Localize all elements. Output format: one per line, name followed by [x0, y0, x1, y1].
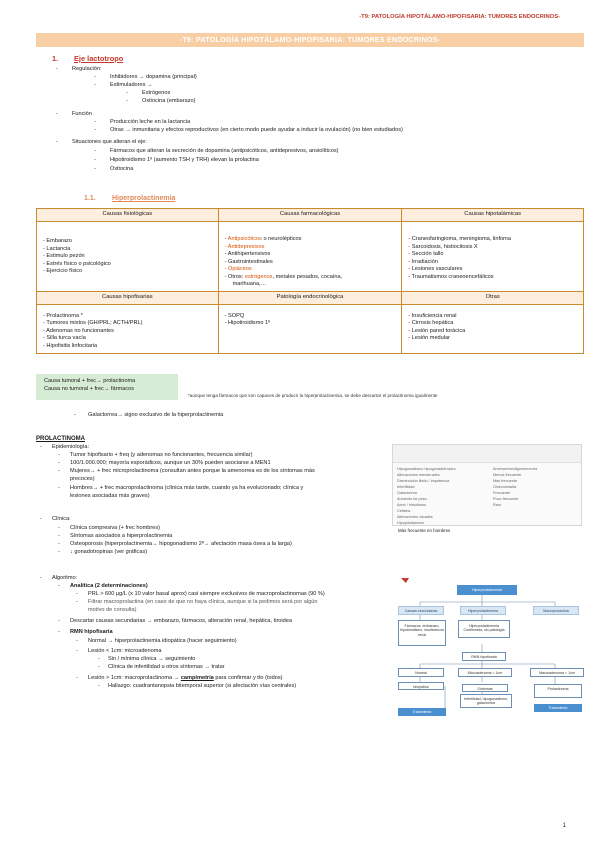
dash: -	[40, 444, 42, 450]
dash: -	[40, 516, 42, 522]
algoritmo-text: para confirmar y tto (todos)	[213, 675, 283, 681]
list-item: - SOPQ	[225, 313, 398, 321]
section-heading: Eje lactotropo	[74, 54, 124, 63]
dash: -	[58, 583, 60, 589]
list-item-continuation: marihuana,…	[232, 281, 267, 288]
dash: -	[58, 549, 60, 555]
algoritmo-detail: Clínica de infertilidad u otros síntomas → tratar	[108, 664, 225, 670]
algoritmo-detail: Sin / mínima clínica → seguimiento	[108, 656, 196, 662]
list-item: - Sarcoidosis, histiocitosis X	[408, 244, 579, 252]
dash: -	[98, 683, 100, 689]
list-item: - Opiáceos	[225, 266, 398, 274]
table-cell-fisiologicas	[37, 222, 219, 292]
thumb-cell: Infertilidad	[397, 485, 415, 489]
dash: -	[58, 533, 60, 539]
dash: -	[58, 618, 60, 624]
flowchart-node: Microadenoma < 1cm	[458, 668, 512, 677]
thumb-cell: Alteraciones menstruales	[397, 473, 440, 477]
epi-item-continuation: precoces)	[70, 476, 95, 482]
dash: -	[58, 452, 60, 458]
epi-item: Hombres→ + frec macroprolactinoma (clínica más tarde, cuando ya ha evolucionado; clínica y	[70, 485, 304, 491]
flowchart-node: Hiperprolactinemia	[457, 585, 517, 595]
situacion-item: Hipotiroidismo 1º (aumento TSH y TRH) elevan la prolactina	[110, 157, 259, 163]
summary-line: Causa tumoral + frec→ prolactinoma	[44, 378, 136, 384]
clinica-item: Síntomas asociados a hiperprolactinemia	[70, 533, 173, 539]
list-item: - Antihipertensivos	[225, 251, 398, 259]
list-item: - Ejercicio físico	[43, 268, 214, 276]
table-cell-hipotalamicas	[402, 222, 584, 292]
thumb-cell: Más frecuente	[493, 479, 518, 483]
thumb-cell: Disminución libido / impotencia	[397, 479, 450, 483]
dash: -	[98, 664, 100, 670]
dash: -	[94, 74, 96, 80]
running-head: -T9: PATOLOGÍA HIPOTÁLAMO-HIPOFISARIA: TUMORES ENDOCRINOS-	[359, 14, 560, 20]
list-item: - Prolactinoma *	[43, 313, 214, 321]
thumb-cell: Amenorrea/oligomenorrea	[493, 467, 538, 471]
list-item: - Hipotiroidismo 1º	[225, 320, 398, 328]
dash: -	[58, 485, 60, 491]
flowchart-node: Fármacos, embarazo, hipotiroidismo, insuficiencia renal	[398, 620, 446, 646]
dash: -	[58, 541, 60, 547]
thumb-cell: Cefalea	[397, 509, 411, 513]
flowchart-node: Normal	[398, 668, 444, 677]
footnote: *aunque tenga fármacos que son capaces de producir la hiperprolactinemia, se debe descartar el prolactinoma igualmente	[188, 393, 438, 398]
epi-item-continuation: lesiones asociadas más graves)	[70, 493, 150, 499]
situaciones-label: Situaciones que alteran el eje:	[72, 139, 147, 145]
campimetria-text: campimetría	[180, 675, 214, 681]
summary-box	[36, 374, 178, 400]
list-item: - Hipofisitis linfocitaria	[43, 343, 214, 351]
causes-table	[36, 208, 584, 354]
list-item: - Antidepresivos	[225, 244, 398, 252]
table-header: Causas hipotalámicas	[402, 209, 584, 222]
flowchart-node: RMN hipofisaria	[462, 652, 506, 661]
epidemiologia-label: Epidemiología:	[52, 444, 90, 450]
algoritmo-substep-continuation: motivo de consulta)	[88, 607, 137, 613]
list-item-text: Otros:	[228, 273, 245, 280]
thumb-cell: Hipogonadismo hipogonadotrópico	[397, 467, 456, 471]
dash: -	[58, 468, 60, 474]
flowchart-node: Prolactinoma	[534, 684, 582, 698]
flowchart-node: Macroprolactina	[533, 606, 579, 615]
algoritmo-substep: PRL > 600 µg/L (x 10 valor basal aprox) casi siempre exclusivos de macroprolactinomas (90 %)	[88, 591, 325, 597]
flowchart-node: Tratamiento	[398, 708, 446, 716]
dash: -	[76, 591, 78, 597]
flowchart-node: Tratamiento	[534, 704, 582, 712]
dash: -	[56, 66, 58, 72]
list-item: - Lesión pared torácica	[408, 328, 579, 336]
regulacion-label: Regulación:	[72, 66, 102, 72]
dash: -	[76, 648, 78, 654]
algoritmo-detail: Hallazgo: cuadrantanopsia bitemporal superior (si afectación vías centrales)	[108, 683, 297, 689]
dash: -	[94, 119, 96, 125]
algoritmo-substep	[88, 675, 283, 683]
epi-item: Tumor hipofisario + freq (y adenomas no funcionantes, frecuencia similar)	[70, 452, 253, 458]
thumb-cell: Raro	[493, 503, 502, 507]
list-item: - Embarazo	[43, 238, 214, 246]
flowchart-node: Macroadenoma > 1cm	[530, 668, 584, 677]
clinica-item: Osteoporosis (hiperprolactinemia→ hipogonadismo 2º→ afectación masa ósea a la larga)	[70, 541, 292, 547]
situacion-item: Oxitocina	[110, 166, 134, 172]
dash: -	[126, 90, 128, 96]
list-item: - Estrés físico o psicológico	[43, 261, 214, 269]
thumb-cell: Alteraciones visuales	[397, 515, 433, 519]
list-item: - Lesiones vasculares	[408, 266, 579, 274]
flowchart-node: Hiperprolactinemia	[460, 606, 506, 615]
funcion-item: Producción leche en la lactancia	[110, 119, 191, 125]
embedded-table-image	[392, 444, 582, 526]
flowchart-node: Hiperprolactinemia Confirmada, sin patología	[458, 620, 510, 638]
prolactinoma-heading: PROLACTINOMA	[36, 436, 85, 442]
algoritmo-step: Descartar causas secundarias → embarazo, fármacos, alteración renal, hepática, tiroidea	[70, 618, 292, 624]
table-cell-hipofisarias	[37, 304, 219, 353]
estimuladores: Estimuladores →	[110, 82, 153, 88]
funcion-item: Otras → inmunitaria y efectos reproductivos (en cierto modo puede ayudar a inducir la ovulación) (no bien estudiados)	[110, 127, 403, 133]
page-number: 1	[562, 822, 566, 829]
thumb-cell: Menos frecuente	[493, 473, 522, 477]
list-item: - Tumores mixtos (GH/PRL; ACTH/PRL)	[43, 320, 214, 328]
algoritmo-substep: Filtrar macroprolactina (en caso de que no haya clínica, aunque si la pedimos será por algún	[88, 599, 318, 605]
thumb-cell: Galactorrea	[397, 491, 417, 495]
clinica-item: Clínica compresiva (+ frec hombres)	[70, 525, 160, 531]
list-item: - Irradiación	[408, 259, 579, 267]
table-header: Patología endocrinológica	[218, 291, 402, 304]
title-banner	[36, 33, 584, 47]
dash: -	[76, 675, 78, 681]
algoritmo-step: Analítica (2 determinaciones)	[70, 583, 148, 589]
situacion-item: Fármacos que alteran la secreción de dopamina (antipsicóticos, antidepresivos, ansiolíticos)	[110, 148, 339, 154]
dash: -	[126, 98, 128, 104]
table-header: Causas hipofisarias	[37, 291, 219, 304]
list-item-text: , metales pesados, cocaína,	[272, 273, 343, 280]
dash: -	[98, 656, 100, 662]
section-number: 1.	[52, 54, 59, 63]
dash: -	[58, 629, 60, 635]
list-item: - Gastrointestinales	[225, 259, 398, 267]
algoritmo-label: Algoritmo:	[52, 575, 78, 581]
table-cell-endocrinologica	[218, 304, 402, 353]
estrogenos: Estrógenos	[142, 90, 171, 96]
thumb-caption: Más frecuente en hombres	[398, 528, 451, 533]
oxitocina-embarazo: Oxitocina (embarazo)	[142, 98, 196, 104]
table-header: Otras	[402, 291, 584, 304]
dash: -	[40, 575, 42, 581]
page-title: -T9: PATOLOGÍA HIPOTÁLAMO-HIPOFISARIA: TUMORES ENDOCRINOS-	[179, 35, 441, 44]
list-item: - Craneofaringioma, meningioma, linfoma	[408, 236, 579, 244]
subsection-number: 1.1.	[84, 195, 96, 202]
list-item: - Lactancia	[43, 246, 214, 254]
funcion-label: Función	[72, 111, 92, 117]
thumb-cell: Ginecomastia	[493, 485, 517, 489]
clinica-item: ↓ gonadotropinas (ver gráficas)	[70, 549, 148, 555]
list-item: - Traumatismos craneoencefálicos	[408, 274, 579, 282]
dash: -	[94, 127, 96, 133]
summary-line: Causa no tumoral + frec→ fármacos	[44, 385, 135, 392]
list-item: - Sección tallo	[408, 251, 579, 259]
embedded-table-header	[393, 445, 581, 463]
dash: -	[94, 157, 96, 163]
flowchart-node: Idiopática	[398, 682, 444, 690]
list-item: - Silla turca vacía	[43, 335, 214, 343]
highlight-text: Antipsicóticos	[227, 236, 262, 242]
thumb-cell: Aumento de peso	[397, 497, 427, 501]
dash: -	[76, 599, 78, 605]
thumb-cell: Poco frecuente	[493, 497, 519, 501]
dash: -	[56, 111, 58, 117]
highlight-text: estrógenos	[244, 273, 273, 280]
dash: -	[76, 638, 78, 644]
algoritmo-text: Lesión > 1cm: macroprolactinoma →	[88, 675, 180, 681]
table-cell-farmacologicas	[218, 222, 402, 292]
table-header: Causas farmacológicas	[218, 209, 402, 222]
list-item	[225, 274, 398, 282]
thumb-cell: Acné / hirsutismo	[397, 503, 427, 507]
flowchart-node: Causas secundarias	[398, 606, 444, 615]
clinica-label: Clínica:	[52, 516, 71, 522]
epi-item: 100/1.000.000; mayoría esporádicos, aunque un 30% pueden asociarse a MEN1	[70, 460, 271, 466]
subsection-heading: Hiperprolactinemia	[112, 195, 176, 202]
list-item: - Estimulo pezón	[43, 253, 214, 261]
algoritmo-substep: Lesión < 1cm: microadenoma	[88, 648, 162, 654]
list-item: - Lesión medular	[408, 335, 579, 343]
dash: -	[58, 525, 60, 531]
flowchart-node: Infertilidad, hipogonadismo, galactorrea	[460, 694, 512, 708]
inhibidores: Inhibidores → dopamina (principal)	[110, 74, 197, 80]
list-item-text: o neurolépticos	[261, 236, 302, 242]
galactorrea-note: Galactorrea→ signo exclusivo de la hiperprolactinemia	[88, 412, 224, 418]
epi-item: Mujeres→ + frec microprolactinoma (consultan antes porque la amenorrea es de los síntomas más	[70, 468, 315, 474]
dash: -	[94, 82, 96, 88]
dash: -	[94, 166, 96, 172]
list-item: - Insuficiencia renal	[408, 313, 579, 321]
dash: -	[58, 460, 60, 466]
list-item: - Adenomas no funcionantes	[43, 328, 214, 336]
dash: -	[94, 148, 96, 154]
algoritmo-step: RMN hipofisaria	[70, 629, 113, 635]
table-header: Causas fisiológicas	[37, 209, 219, 222]
thumb-cell: Frecuente	[493, 491, 511, 495]
dash: -	[56, 139, 58, 145]
dash: -	[74, 412, 76, 418]
algoritmo-substep: Normal → hiperprolactinemia idiopática (hacer seguimiento)	[88, 638, 237, 644]
list-item	[225, 236, 398, 244]
flowchart-node: Síntomas	[462, 684, 508, 692]
list-item: - Cirrosis hepática	[408, 320, 579, 328]
table-cell-otras	[402, 304, 584, 353]
thumb-cell: Hipopituitarismo	[397, 521, 425, 525]
